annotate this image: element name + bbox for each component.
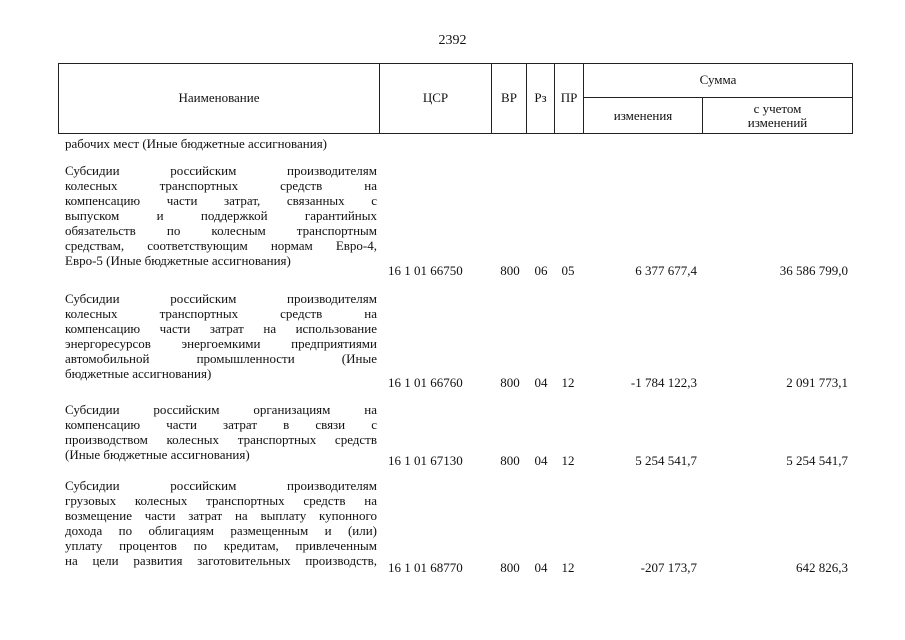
header-rz: Рз: [534, 90, 547, 105]
row-name: [65, 163, 377, 268]
row-vr: 800: [500, 263, 520, 278]
name-line: автомобильной промышленности (Иные: [65, 351, 377, 366]
row-total: 2 091 773,1: [786, 375, 848, 390]
row-name: [65, 478, 377, 568]
name-line: компенсацию части затрат на использование: [65, 321, 377, 336]
name-line: Субсидии российским производителям: [65, 291, 377, 306]
name-line: возмещение части затрат на выплату купонного: [65, 508, 377, 523]
row-pr: 05: [561, 263, 575, 278]
name-line: компенсацию части затрат, связанных с: [65, 193, 377, 208]
header-name: Наименование: [178, 90, 260, 105]
row-total: 5 254 541,7: [786, 453, 848, 468]
name-line: уплату процентов по кредитам, привлеченным: [65, 538, 377, 553]
row-name: [65, 291, 377, 381]
name-line: средствам, соответствующим нормам Евро-4,: [65, 238, 377, 253]
row-change: -1 784 122,3: [630, 375, 697, 390]
name-line: бюджетные ассигнования): [65, 366, 212, 381]
row-change: -207 173,7: [640, 560, 697, 575]
name-line: компенсацию части затрат в связи с: [65, 417, 377, 432]
header-pr: ПР: [560, 90, 578, 105]
page-number: 2392: [438, 33, 467, 48]
row-vr: 800: [500, 453, 520, 468]
row-pr: 12: [561, 560, 575, 575]
row-csr: 16 1 01 66760: [388, 375, 463, 390]
row-change: 6 377 677,4: [635, 263, 697, 278]
row-total: 36 586 799,0: [779, 263, 848, 278]
row-rz: 04: [534, 453, 548, 468]
header-with-changes-line2: изменений: [747, 114, 808, 130]
name-line: энергоресурсов энергоемкими предприятиями: [65, 336, 377, 351]
row-csr: 16 1 01 68770: [388, 560, 463, 575]
row-csr: 16 1 01 66750: [388, 263, 463, 278]
name-line: на цели развития заготовительных производств,: [65, 553, 377, 568]
header-with-changes: [703, 98, 852, 133]
name-line: Субсидии российским производителям: [65, 163, 377, 178]
name-line: рабочих мест (Иные бюджетные ассигнования): [65, 136, 328, 151]
name-line: выпуском и поддержкой гарантийных: [65, 208, 377, 223]
name-line: Субсидии российским производителям: [65, 478, 377, 493]
name-line: производством колесных транспортных средств: [65, 432, 377, 447]
row-name: [65, 136, 377, 151]
name-line: (Иные бюджетные ассигнования): [65, 447, 250, 462]
name-line: Субсидии российским организациям на: [65, 402, 377, 417]
row-vr: 800: [500, 560, 520, 575]
name-line: колесных транспортных средств на: [65, 178, 377, 193]
row-pr: 12: [561, 375, 575, 390]
row-vr: 800: [500, 375, 520, 390]
header-changes: изменения: [613, 107, 673, 123]
row-pr: 12: [561, 453, 575, 468]
header-csr: ЦСР: [422, 90, 449, 105]
row-rz: 04: [534, 560, 548, 575]
row-rz: 04: [534, 375, 548, 390]
header-vr: ВР: [501, 90, 517, 105]
row-csr: 16 1 01 67130: [388, 453, 463, 468]
row-name: [65, 402, 377, 462]
row-change: 5 254 541,7: [635, 453, 697, 468]
table-header: [58, 63, 853, 133]
name-line: Евро-5 (Иные бюджетные ассигнования): [65, 253, 291, 268]
name-line: дохода по облигациям размещенным и (или): [65, 523, 377, 538]
header-with-changes-line1: с учетом: [753, 100, 802, 116]
row-total: 642 826,3: [796, 560, 848, 575]
row-rz: 06: [534, 263, 548, 278]
name-line: колесных транспортных средств на: [65, 306, 377, 321]
name-line: обязательств по колесным транспортным: [65, 223, 377, 238]
header-sum: Сумма: [699, 72, 737, 87]
name-line: грузовых колесных транспортных средств на: [65, 493, 377, 508]
